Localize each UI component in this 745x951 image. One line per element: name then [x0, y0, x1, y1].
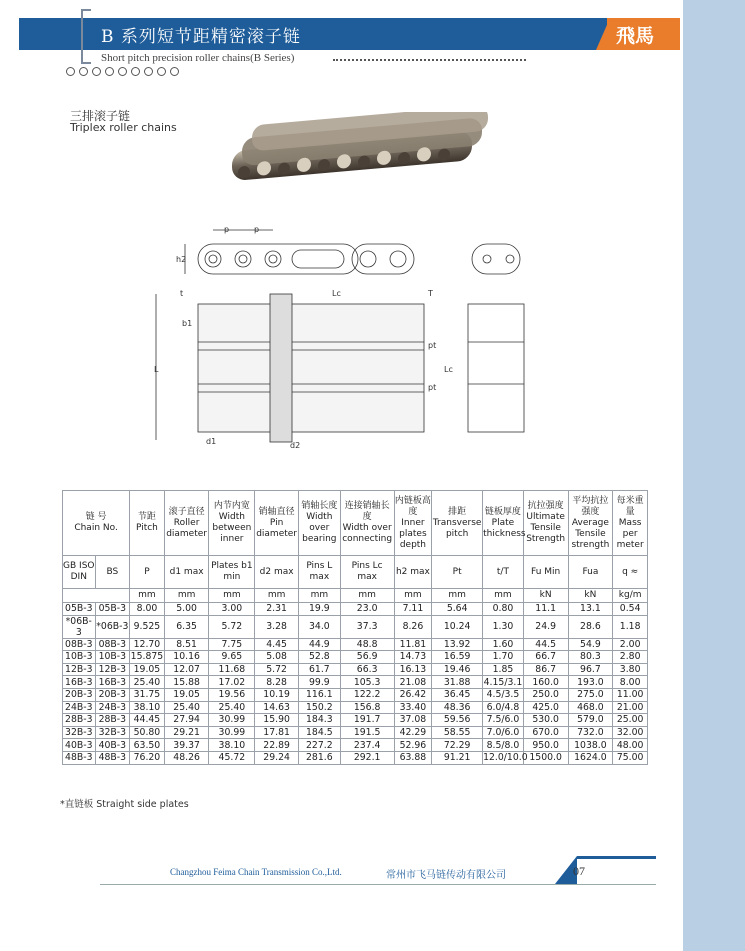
table-cell: 40B-3 — [95, 739, 130, 752]
table-cell: 1500.0 — [523, 751, 568, 764]
table-cell: 76.20 — [130, 751, 165, 764]
table-cell: 11.00 — [613, 688, 648, 701]
header-thickness: 链板厚度 Plate thickness — [483, 491, 524, 556]
table-cell: 10.16 — [164, 651, 209, 664]
table-cell: 26.42 — [394, 688, 432, 701]
table-cell: 3.00 — [209, 603, 255, 616]
table-cell: 20B-3 — [63, 688, 96, 701]
table-cell: 8.26 — [394, 615, 432, 638]
sym-mass: q ≈ — [613, 556, 648, 589]
table-cell: 530.0 — [523, 714, 568, 727]
table-cell: 66.7 — [523, 651, 568, 664]
table-cell: 6.35 — [164, 615, 209, 638]
table-cell: 29.21 — [164, 726, 209, 739]
table-cell: 91.21 — [432, 751, 483, 764]
header-bearing: 销轴长度 Width over bearing — [298, 491, 340, 556]
table-cell: 1.70 — [483, 651, 524, 664]
table-cell: 7.0/6.0 — [483, 726, 524, 739]
table-cell: 191.7 — [340, 714, 394, 727]
sym-connecting: Pins Lc max — [340, 556, 394, 589]
unit-depth: mm — [394, 589, 432, 603]
table-cell: 31.75 — [130, 688, 165, 701]
table-cell: 150.2 — [298, 701, 340, 714]
table-cell: 34.0 — [298, 615, 340, 638]
table-cell: 96.7 — [568, 663, 613, 676]
table-cell: 15.90 — [255, 714, 299, 727]
table-cell: 75.00 — [613, 751, 648, 764]
table-cell: 1.85 — [483, 663, 524, 676]
table-cell: 56.9 — [340, 651, 394, 664]
unit-connecting: mm — [340, 589, 394, 603]
table-cell: 237.4 — [340, 739, 394, 752]
table-cell: 14.63 — [255, 701, 299, 714]
table-cell: 10.24 — [432, 615, 483, 638]
table-row — [63, 638, 648, 651]
table-cell: 19.56 — [209, 688, 255, 701]
table-cell: 28B-3 — [63, 714, 96, 727]
footer-company-en: Changzhou Feima Chain Transmission Co.,Ltd. — [170, 867, 342, 877]
table-cell: 25.00 — [613, 714, 648, 727]
table-cell: 25.40 — [209, 701, 255, 714]
table-cell: 42.29 — [394, 726, 432, 739]
label-T: T — [428, 289, 433, 298]
table-cell: 4.15/3.1 — [483, 676, 523, 688]
table-cell: 16.59 — [432, 651, 483, 664]
table-cell: 17.81 — [255, 726, 299, 739]
table-cell: 12.0/10.0 — [483, 752, 528, 764]
table-cell: 4.5/3.5 — [483, 688, 524, 701]
header-transverse: 排距 Transverse pitch — [432, 491, 483, 556]
table-row — [63, 615, 648, 638]
sym-bearing: Pins L max — [298, 556, 340, 589]
table-cell: 48.36 — [432, 701, 483, 714]
footnote: *直链板 Straight side plates — [60, 799, 189, 810]
plan-view — [156, 294, 524, 442]
table-cell: 1624.0 — [568, 751, 613, 764]
header-bracket — [81, 9, 91, 64]
table-cell: 24B-3 — [63, 701, 96, 714]
table-cell: 10.19 — [255, 688, 299, 701]
unit-transverse: mm — [432, 589, 483, 603]
table-cell: 39.37 — [164, 739, 209, 752]
sym-average: Fua — [568, 556, 613, 589]
unit-mass: kg/m — [613, 589, 648, 603]
table-cell: 8.51 — [164, 638, 209, 651]
table-cell: 32B-3 — [63, 726, 96, 739]
table-cell: 105.3 — [340, 676, 394, 689]
table-cell: 122.2 — [340, 688, 394, 701]
table-cell: 1038.0 — [568, 739, 613, 752]
table-cell: 17.02 — [209, 676, 255, 689]
table-cell: 33.40 — [394, 701, 432, 714]
table-cell: 36.45 — [432, 688, 483, 701]
table-row — [63, 603, 648, 616]
page-title: B 系列短节距精密滚子链 — [101, 27, 301, 47]
table-row — [63, 663, 648, 676]
table-cell: 292.1 — [340, 751, 394, 764]
circle-decoration — [66, 67, 179, 76]
chain-photo — [222, 112, 494, 194]
table-cell: 2.31 — [255, 603, 299, 616]
table-cell: 32B-3 — [95, 726, 130, 739]
table-cell: 15.88 — [164, 676, 209, 689]
table-cell: 10B-3 — [95, 651, 130, 664]
table-cell: 4.45 — [255, 638, 299, 651]
label-L: L — [154, 365, 159, 374]
table-cell: 30.99 — [209, 726, 255, 739]
header-chain: 链 号 Chain No. — [63, 491, 130, 556]
table-cell: 12.70 — [130, 638, 165, 651]
label-Lc: Lc — [332, 289, 341, 298]
table-cell: 13.1 — [568, 603, 613, 616]
label-pt: pt — [428, 341, 437, 350]
table-cell: 19.05 — [130, 663, 165, 676]
table-cell: 99.9 — [298, 676, 340, 689]
table-cell: 25.40 — [130, 676, 165, 689]
table-cell: 15.875 — [130, 651, 164, 663]
table-cell: 44.9 — [298, 638, 340, 651]
table-cell: 63.50 — [130, 739, 165, 752]
table-cell: 5.72 — [209, 615, 255, 638]
table-row — [63, 701, 648, 714]
table-cell: 66.3 — [340, 663, 394, 676]
table-cell: 11.1 — [523, 603, 568, 616]
table-cell: 1.30 — [483, 615, 524, 638]
label-p2: p — [254, 225, 260, 234]
table-cell: 5.08 — [255, 651, 299, 664]
header-connecting: 连接销轴长度 Width over connecting — [340, 491, 394, 556]
table-cell: 1.18 — [613, 615, 648, 638]
side-view — [185, 230, 520, 274]
table-cell: 23.0 — [340, 603, 394, 616]
table-row — [63, 714, 648, 727]
unit-pitch: mm — [130, 589, 165, 603]
table-cell: 184.5 — [298, 726, 340, 739]
table-cell: 3.80 — [613, 663, 648, 676]
table-cell: 45.72 — [209, 751, 255, 764]
unit-pin: mm — [255, 589, 299, 603]
unit-ultimate: kN — [523, 589, 568, 603]
sym-ultimate: Fu Min — [523, 556, 568, 589]
table-cell: 250.0 — [523, 688, 568, 701]
sym-bs: BS — [95, 556, 130, 589]
table-unit-row — [63, 589, 648, 603]
table-cell: 8.00 — [130, 603, 165, 616]
label-p: p — [224, 225, 230, 234]
table-cell: 38.10 — [209, 739, 255, 752]
header-average: 平均抗拉强度 Average Tensile strength — [568, 491, 613, 556]
table-cell: 1.60 — [483, 638, 524, 651]
unit-average: kN — [568, 589, 613, 603]
table-cell: 5.00 — [164, 603, 209, 616]
table-row — [63, 676, 648, 689]
table-cell: 16B-3 — [95, 676, 130, 689]
label-Lc2: Lc — [444, 365, 453, 374]
label-d1: d1 — [206, 437, 217, 446]
table-cell: 6.0/4.8 — [483, 701, 524, 714]
table-cell: 48B-3 — [95, 751, 130, 764]
table-cell: 9.525 — [130, 615, 165, 638]
brand-logo: 飛馬 — [616, 25, 655, 47]
page-subtitle: Short pitch precision roller chains(B Series) — [101, 52, 295, 64]
table-cell: 24B-3 — [95, 701, 130, 714]
table-cell: 193.0 — [568, 676, 613, 689]
table-cell: 10B-3 — [63, 651, 96, 664]
sym-pin: d2 max — [255, 556, 299, 589]
table-row — [63, 688, 648, 701]
unit-roller: mm — [164, 589, 209, 603]
table-cell: 31.88 — [432, 676, 483, 689]
table-cell: 7.5/6.0 — [483, 714, 524, 727]
table-cell: 19.46 — [432, 663, 483, 676]
label-pt2: pt — [428, 383, 437, 392]
technical-drawing — [152, 222, 532, 454]
table-cell: 08B-3 — [63, 638, 96, 651]
table-cell: 32.00 — [613, 726, 648, 739]
table-cell: 5.72 — [255, 663, 299, 676]
table-row — [63, 739, 648, 752]
table-cell: 7.11 — [394, 603, 432, 616]
sym-gb: GB ISO DIN — [63, 556, 96, 589]
table-cell: 5.64 — [432, 603, 483, 616]
table-cell: 22.89 — [255, 739, 299, 752]
spec-table — [62, 490, 648, 765]
table-cell: 52.8 — [298, 651, 340, 664]
table-cell: 29.24 — [255, 751, 299, 764]
table-cell: 44.5 — [523, 638, 568, 651]
table-cell: 275.0 — [568, 688, 613, 701]
header-pitch: 节距 Pitch — [130, 491, 165, 556]
table-cell: *06B-3 — [95, 615, 130, 638]
table-cell: 0.80 — [483, 603, 524, 616]
table-cell: 19.05 — [164, 688, 209, 701]
table-cell: 48B-3 — [63, 751, 96, 764]
header-ultimate: 抗拉强度 Ultimate Tensile Strength — [523, 491, 568, 556]
table-cell: 28.6 — [568, 615, 613, 638]
table-cell: 52.96 — [394, 739, 432, 752]
table-cell: 58.55 — [432, 726, 483, 739]
sym-thickness: t/T — [483, 556, 524, 589]
table-header-row — [63, 491, 648, 556]
table-cell: 27.94 — [164, 714, 209, 727]
table-cell: 19.9 — [298, 603, 340, 616]
header-depth: 内链板高度 Inner plates depth — [394, 491, 432, 556]
table-cell: 20B-3 — [95, 688, 130, 701]
table-cell: 160.0 — [523, 676, 568, 689]
footer-accent — [577, 856, 656, 859]
table-cell: 8.5/8.0 — [483, 739, 524, 752]
side-strip — [683, 0, 745, 951]
table-cell: 37.08 — [394, 714, 432, 727]
table-cell: 16.13 — [394, 663, 432, 676]
table-cell: 227.2 — [298, 739, 340, 752]
table-cell: 05B-3 — [63, 603, 96, 616]
sym-pitch: P — [130, 556, 165, 589]
table-cell: 05B-3 — [95, 603, 130, 616]
unit-bearing: mm — [298, 589, 340, 603]
sym-width-inner: Plates b1 min — [209, 556, 255, 589]
caption-cn: 三排滚子链 — [70, 109, 131, 123]
table-cell: 63.88 — [394, 751, 432, 764]
table-cell: 12.07 — [164, 663, 209, 676]
table-cell: 468.0 — [568, 701, 613, 714]
footer-line — [100, 884, 656, 885]
table-cell: 116.1 — [298, 688, 340, 701]
footer-company-cn: 常州市飞马链传动有限公司 — [386, 870, 506, 881]
header-roller: 滚子直径 Roller diameter — [164, 491, 209, 556]
table-cell: 425.0 — [523, 701, 568, 714]
table-cell: 25.40 — [164, 701, 209, 714]
table-cell: 59.56 — [432, 714, 483, 727]
table-cell: 44.45 — [130, 714, 165, 727]
table-cell: 8.00 — [613, 676, 648, 689]
unit-width-inner: mm — [209, 589, 255, 603]
table-cell: 14.73 — [394, 651, 432, 664]
table-cell: 12B-3 — [63, 663, 96, 676]
table-cell: 0.54 — [613, 603, 648, 616]
label-t: t — [180, 289, 184, 298]
dotted-divider — [333, 59, 526, 61]
table-symbol-row — [63, 556, 648, 589]
table-cell: 184.3 — [298, 714, 340, 727]
table-cell: 8.28 — [255, 676, 299, 689]
sym-transverse: Pt — [432, 556, 483, 589]
table-cell: 21.00 — [613, 701, 648, 714]
table-cell: 2.80 — [613, 651, 648, 664]
table-row — [63, 751, 648, 764]
table-cell: 40B-3 — [63, 739, 96, 752]
table-cell: 38.10 — [130, 701, 165, 714]
unit-thickness: mm — [483, 589, 524, 603]
table-cell: 579.0 — [568, 714, 613, 727]
table-row — [63, 651, 648, 664]
header-width-inner: 内节内宽 Width between inner — [209, 491, 255, 556]
table-cell: 30.99 — [209, 714, 255, 727]
header-mass: 每米重量 Mass per meter — [613, 491, 648, 556]
table-body — [63, 603, 648, 765]
table-cell: 11.68 — [209, 663, 255, 676]
table-cell: 24.9 — [523, 615, 568, 638]
table-cell: 191.5 — [340, 726, 394, 739]
table-cell: 11.81 — [394, 638, 432, 651]
table-cell: 37.3 — [340, 615, 394, 638]
table-cell: 9.65 — [209, 651, 255, 664]
table-cell: 08B-3 — [95, 638, 130, 651]
table-cell: 54.9 — [568, 638, 613, 651]
table-cell: 86.7 — [523, 663, 568, 676]
table-cell: 3.28 — [255, 615, 299, 638]
table-cell: 48.00 — [613, 739, 648, 752]
table-cell: 156.8 — [340, 701, 394, 714]
table-cell: 48.26 — [164, 751, 209, 764]
table-cell: 7.75 — [209, 638, 255, 651]
label-h2: h2 — [176, 255, 187, 264]
table-cell: 12B-3 — [95, 663, 130, 676]
caption-en: Triplex roller chains — [70, 121, 177, 134]
table-cell: 2.00 — [613, 638, 648, 651]
table-row — [63, 726, 648, 739]
sym-depth: h2 max — [394, 556, 432, 589]
table-cell: 670.0 — [523, 726, 568, 739]
table-cell: 61.7 — [298, 663, 340, 676]
table-cell: 48.8 — [340, 638, 394, 651]
page-number: 07 — [573, 864, 585, 878]
table-cell: 21.08 — [394, 676, 432, 689]
table-cell: 16B-3 — [63, 676, 96, 689]
table-cell: 732.0 — [568, 726, 613, 739]
table-cell: 80.3 — [568, 651, 613, 664]
table-cell: 281.6 — [298, 751, 340, 764]
label-b1: b1 — [182, 319, 193, 328]
table-cell: 28B-3 — [95, 714, 130, 727]
table-cell: 72.29 — [432, 739, 483, 752]
table-cell: 13.92 — [432, 638, 483, 651]
header-pin: 销轴直径 Pin diameter — [255, 491, 299, 556]
table-cell: *06B-3 — [63, 615, 96, 638]
label-d2: d2 — [290, 441, 301, 450]
sym-roller: d1 max — [164, 556, 209, 589]
table-cell: 50.80 — [130, 726, 165, 739]
table-cell: 950.0 — [523, 739, 568, 752]
